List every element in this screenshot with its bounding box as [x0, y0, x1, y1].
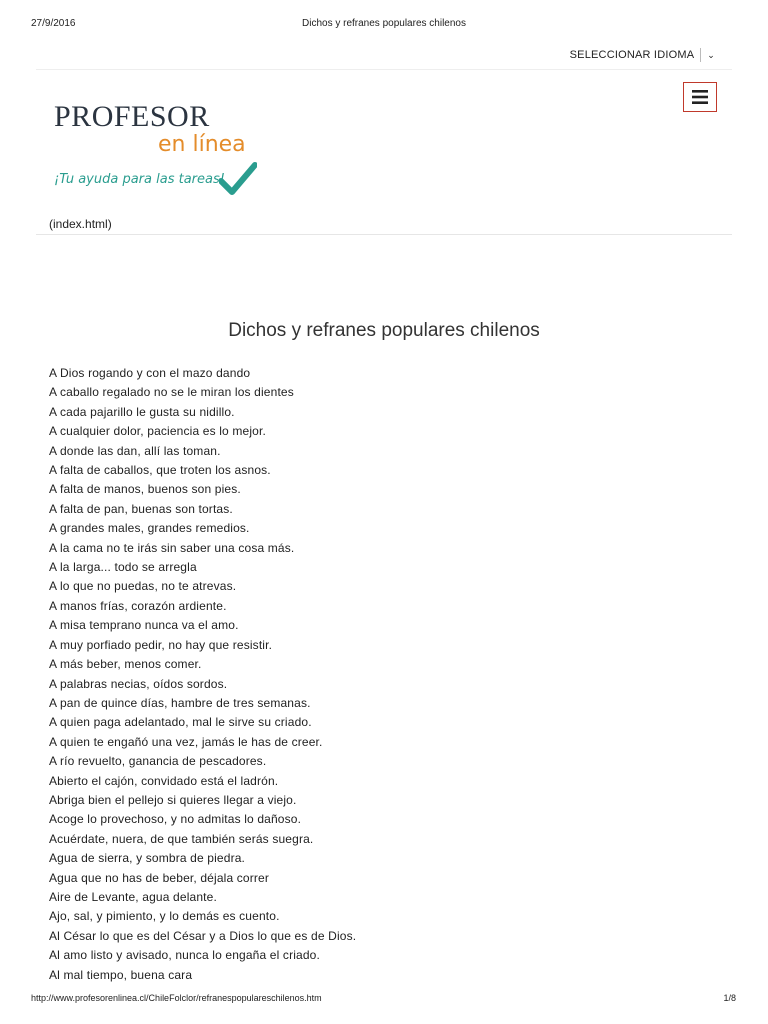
menu-button[interactable] — [683, 82, 717, 112]
list-item: A falta de caballos, que troten los asnos. — [49, 463, 271, 478]
print-footer-page-number: 1/8 — [723, 993, 736, 1003]
hamburger-icon — [692, 90, 708, 104]
list-item: A lo que no puedas, no te atrevas. — [49, 579, 237, 594]
list-item: Aire de Levante, agua delante. — [49, 889, 217, 904]
list-item: A Dios rogando y con el mazo dando — [49, 366, 251, 380]
list-item: A manos frías, corazón ardiente. — [49, 598, 227, 613]
chevron-down-icon: ⌄ — [707, 49, 715, 60]
list-item: A la cama no te irás sin saber una cosa más. — [49, 540, 295, 555]
language-selector[interactable] — [570, 48, 715, 62]
logo-text-primary: PROFESOR — [54, 100, 210, 133]
list-item: A grandes males, grandes remedios. — [49, 521, 250, 536]
list-item: Abierto el cajón, convidado está el ladrón. — [49, 773, 279, 788]
list-item: A falta de pan, buenas son tortas. — [49, 501, 233, 516]
divider — [36, 234, 732, 235]
list-item: A cada pajarillo le gusta su nidillo. — [49, 404, 235, 419]
list-item: A donde las dan, allí las toman. — [49, 443, 221, 458]
logo-text-secondary: en línea — [158, 132, 246, 157]
list-item: Agua que no has de beber, déjala correr — [49, 870, 270, 885]
list-item: A pan de quince días, hambre de tres semanas. — [49, 695, 311, 710]
print-header-title: Dichos y refranes populares chilenos — [302, 18, 466, 29]
sayings-list — [49, 364, 356, 985]
list-item: A misa temprano nunca va el amo. — [49, 618, 239, 633]
checkmark-icon — [219, 162, 257, 196]
list-item: A caballo regalado no se le miran los dientes — [49, 385, 294, 400]
list-item: Al César lo que es del César y a Dios lo que es de Dios. — [49, 928, 357, 943]
list-item: A más beber, menos comer. — [49, 657, 202, 672]
print-footer-url: http://www.profesorenlinea.cl/ChileFolclor/refranespopulareschilenos.htm — [31, 993, 322, 1003]
print-header-date: 27/9/2016 — [31, 18, 76, 29]
divider — [36, 69, 732, 70]
language-selector-label: SELECCIONAR IDIOMA — [569, 49, 695, 61]
list-item: Agua de sierra, y sombra de piedra. — [49, 851, 246, 866]
list-item: A la larga... todo se arregla — [49, 560, 197, 575]
index-link[interactable]: (index.html) — [49, 217, 112, 231]
list-item: Acoge lo provechoso, y no admitas lo dañoso. — [49, 812, 302, 827]
list-item: Acuérdate, nuera, de que también serás suegra. — [49, 831, 314, 846]
list-item: A quien te engañó una vez, jamás le has de creer. — [49, 734, 323, 749]
list-item: Al amo listo y avisado, nunca lo engaña el criado. — [49, 948, 320, 963]
list-item: Abriga bien el pellejo si quieres llegar a viejo. — [49, 792, 297, 807]
list-item: A falta de manos, buenos son pies. — [49, 482, 241, 497]
list-item: A palabras necias, oídos sordos. — [49, 676, 228, 691]
list-item: A muy porfiado pedir, no hay que resistir. — [49, 637, 273, 652]
list-item: Ajo, sal, y pimiento, y lo demás es cuento. — [49, 909, 280, 924]
page-title: Dichos y refranes populares chilenos — [228, 320, 540, 341]
divider — [700, 48, 701, 62]
logo-tagline: ¡Tu ayuda para las tareas! — [54, 172, 225, 187]
list-item: A quien paga adelantado, mal le sirve su criado. — [49, 715, 312, 730]
list-item: A río revuelto, ganancia de pescadores. — [49, 754, 267, 769]
site-logo[interactable] — [54, 100, 264, 200]
list-item: Al mal tiempo, buena cara — [49, 967, 193, 982]
list-item: A cualquier dolor, paciencia es lo mejor. — [49, 424, 266, 439]
